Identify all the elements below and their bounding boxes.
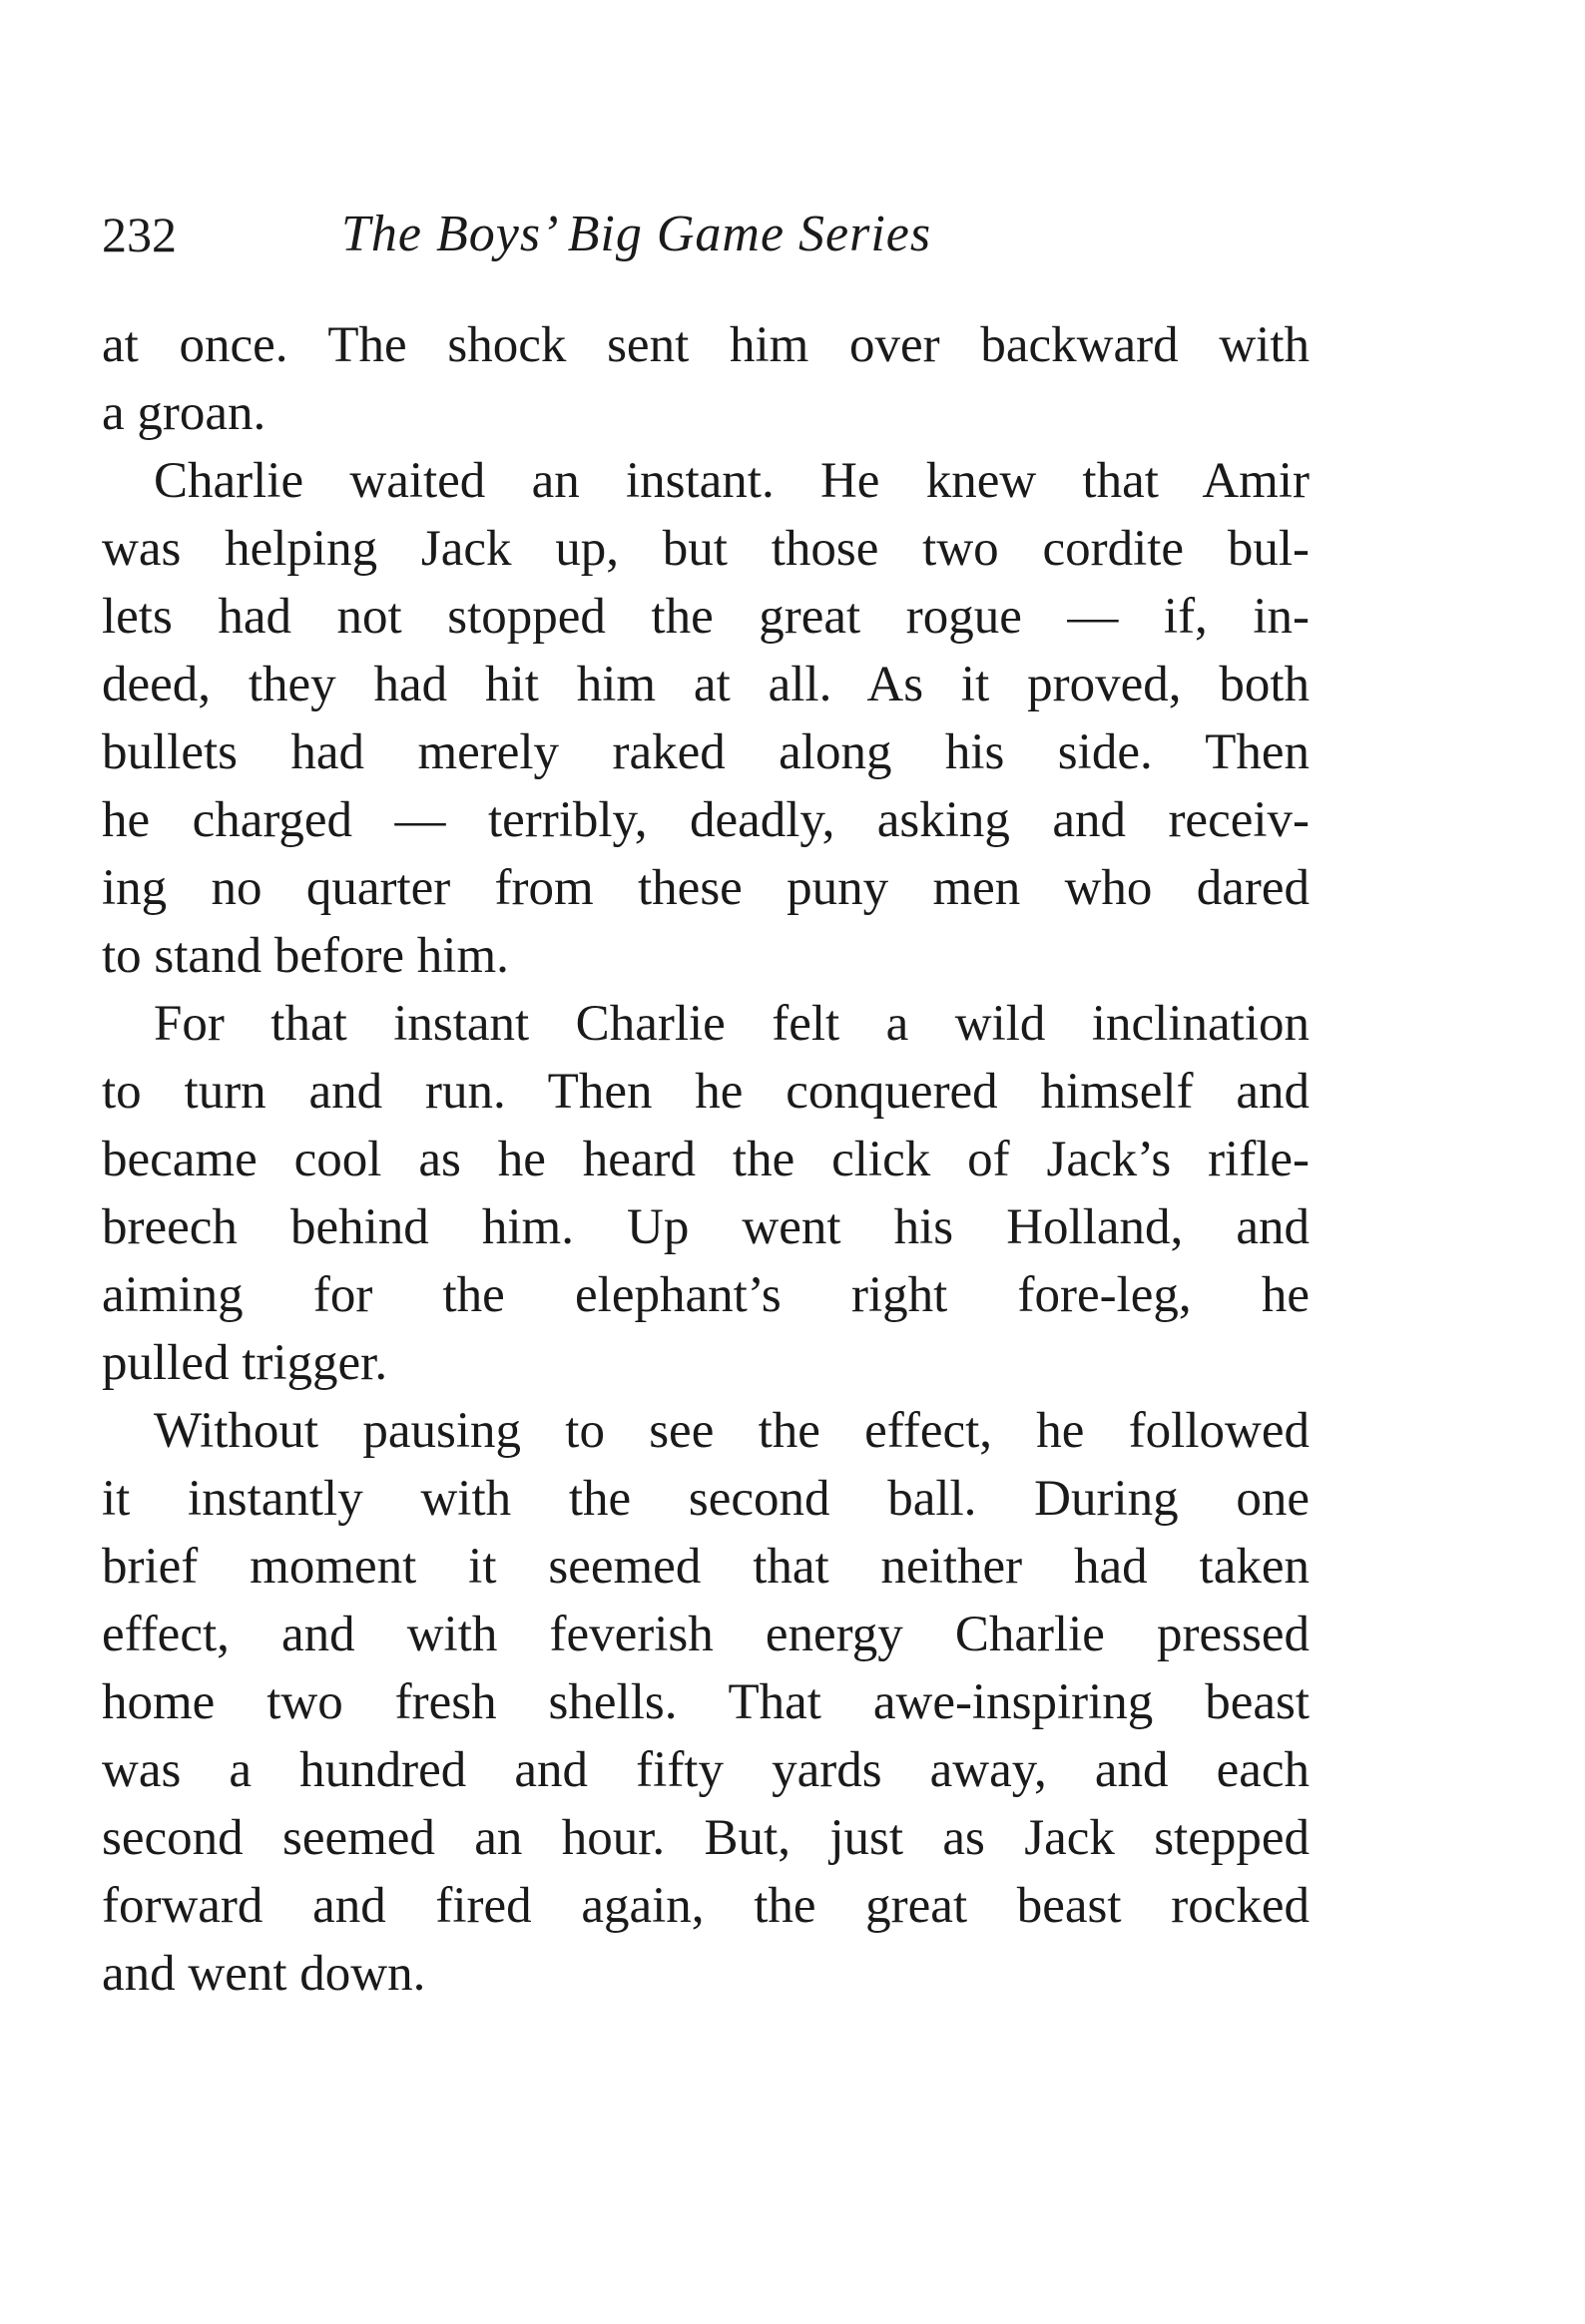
paragraph-3 (102, 990, 1310, 1397)
text-line: at once. The shock sent him over backward with (102, 317, 1310, 373)
book-title: The Boys’ Big Game Series (341, 206, 932, 262)
text-line: Without pausing to see the effect, he followed (154, 1403, 1310, 1459)
text-line: it instantly with the second ball. During one (102, 1471, 1310, 1527)
body-text (102, 311, 1310, 2008)
text-line: a groan. (102, 385, 266, 441)
text-line: breech behind him. Up went his Holland, and (102, 1199, 1310, 1255)
text-line: lets had not stopped the great rogue — if, in- (102, 589, 1310, 645)
text-line: second seemed an hour. But, just as Jack stepped (102, 1810, 1310, 1866)
paragraph-1 (102, 311, 1310, 447)
paragraph-2 (102, 447, 1310, 990)
text-line: brief moment it seemed that neither had taken (102, 1539, 1310, 1595)
text-line: deed, they had hit him at all. As it proved, both (102, 657, 1310, 712)
text-line: bullets had merely raked along his side. Then (102, 724, 1310, 780)
text-line: became cool as he heard the click of Jack’s rifle- (102, 1132, 1310, 1187)
text-line: to turn and run. Then he conquered himself and (102, 1064, 1310, 1120)
text-line: Charlie waited an instant. He knew that Amir (154, 453, 1310, 509)
text-line: home two fresh shells. That awe-inspiring beast (102, 1674, 1310, 1730)
text-line: ing no quarter from these puny men who dared (102, 860, 1310, 916)
text-line: he charged — terribly, deadly, asking and receiv- (102, 792, 1310, 848)
text-line: and went down. (102, 1946, 426, 2002)
text-line: forward and fired again, the great beast rocked (102, 1878, 1310, 1934)
text-line: pulled trigger. (102, 1335, 388, 1391)
paragraph-4 (102, 1397, 1310, 2008)
text-line: effect, and with feverish energy Charlie pressed (102, 1607, 1310, 1662)
text-line: aiming for the elephant’s right fore-leg, he (102, 1267, 1310, 1323)
text-line: was helping Jack up, but those two cordite bul- (102, 521, 1310, 577)
running-head (102, 205, 1310, 274)
text-line: to stand before him. (102, 928, 509, 984)
text-line: was a hundred and fifty yards away, and each (102, 1742, 1310, 1798)
text-line: For that instant Charlie felt a wild inclination (154, 996, 1310, 1052)
page-number: 232 (102, 207, 177, 262)
